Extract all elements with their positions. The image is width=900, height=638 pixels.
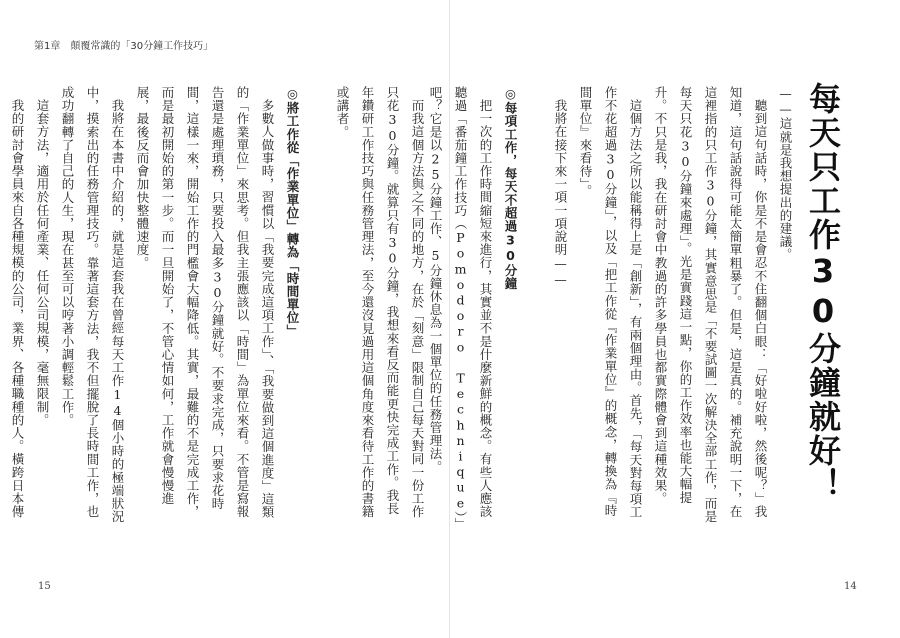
right-page-body [428, 86, 798, 526]
body-paragraph: 多數人做事時，習慣以「我要完成這項工作」、「我要做到這個進度」這類的「作業單位」來思考。但我主張應該以「時間」為單位來看。不管是寫報告還是處理瑣務，只要投入最多30分鐘就好。不要求完成，只要求花時間，這樣一來，開始工作的門檻會大幅降低。其實，最難的不是完成工作，而是最初開始的第一步。而一旦開始了，不管心情如何，工作就會慢慢進展，最後反而會加快整體速度。 [135, 86, 275, 519]
body-paragraph: 聽到這句話時，你是不是會忍不住翻個白眼：「好啦好啦，然後呢？」我知道，這句話說得可能太簡單粗暴了。但是，這是真的。補充說明一下，在這裡指的只工作30分鐘，其實意思是「不要試圖一次解決全部工作，而是每天只花30分鐘來處理」。光是實踐這一點，你的工作效率也能大幅提升。不只是我，我在研討會中教過的許多學員也都實際體會到這種效果。 [653, 86, 768, 524]
body-paragraph: 而我這個方法與之不同的地方，在於「刻意」限制自己每天對同一份工作只花30分鐘。就算只有30分鐘，我想來看反而能更快完成工作。我長年鑽研工作技巧與任務管理法，至今還沒見過用這個角度來看待工作的書籍或講者。 [335, 86, 425, 519]
body-paragraph: 我將在接下來一項一項說明—— [553, 98, 568, 287]
intro-paragraph: ——這就是我想提出的建議。 [778, 86, 793, 262]
section-heading: ◎將工作從「作業單位」轉為「時間單位」 [285, 86, 300, 338]
page-number-right: 14 [844, 581, 857, 592]
section-heading: ◎每項工作，每天不超過30分鐘 [503, 86, 518, 290]
body-paragraph: 把一次的工作時間縮短來進行，其實並不是什麼新鮮的概念。有些人應該聽過「番茄鐘工作技巧（Pomodoro Technique）」吧？它是以25分鐘工作、5分鐘休息為一個單位的任務管理法。 [428, 86, 493, 525]
body-paragraph: 我的研討會學員來自各種規模的公司，業界、各種職種的人。橫跨日本傳 [10, 98, 25, 518]
body-paragraph: 這套方法，適用於任何產業、任何公司規模，毫無限制。 [35, 98, 50, 426]
body-paragraph: 我將在本書中介紹的，就是這套我在曾經每天工作14個小時的極端狀況中，摸索出的任務管理技巧。靠著這套方法，我不但擺脫了長時間工作，也成功翻轉了自己的人生，現在甚至可以哼著小調輕鬆工作。 [60, 86, 125, 523]
left-page-body [10, 86, 430, 526]
body-paragraph: 這個方法之所以能稱得上是「創新」，有兩個理由。首先，「每天對每項工作不花超過30分鐘」，以及「把工作從『作業單位』的概念，轉換為『時間單位』來看待」。 [578, 86, 643, 519]
page-number-left: 15 [38, 581, 51, 592]
chapter-title: 每天只工作30分鐘就好！ [804, 82, 842, 502]
running-head: 第1章 顛覆常識的「30分鐘工作技巧」 [34, 41, 214, 52]
